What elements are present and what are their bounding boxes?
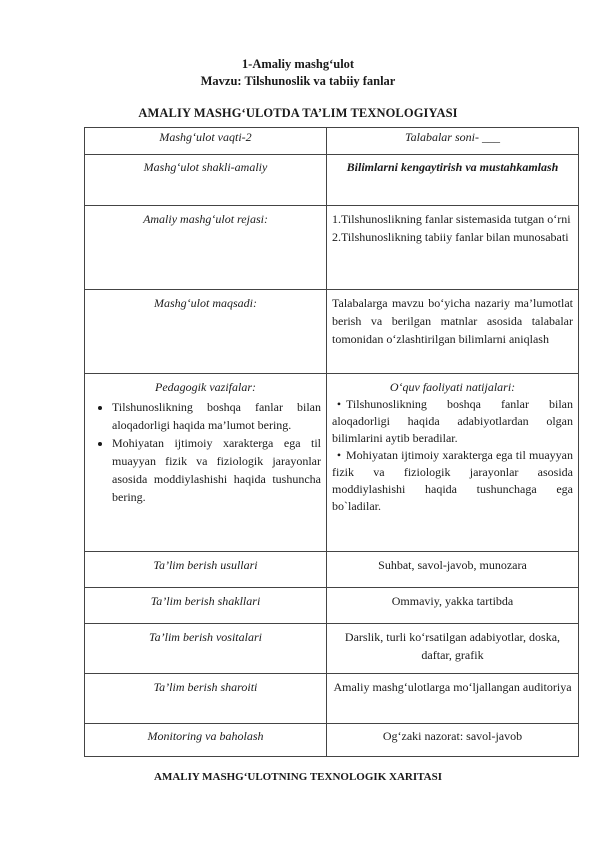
methods-label: Ta’lim berish usullari [85, 552, 327, 588]
goal-label: Mashg‘ulot maqsadi: [85, 290, 327, 374]
assessment-label: Monitoring va baholash [85, 724, 327, 757]
plan-item: 1.Tilshunoslikning fanlar sistemasida tutgan o‘rni [332, 212, 571, 226]
pedagogic-tasks-title: Pedagogik vazifalar: [155, 380, 256, 394]
list-item: • Tilshunoslikning boshqa fanlar bilan aloqadorligi haqida ma’lumot bering. [112, 398, 321, 434]
table-row [85, 155, 579, 206]
outcome-text: Mohiyatan ijtimoiy xarakterga ega til muayyan fizik va fiziologik jarayonlar asosida moddiylashishi haqida tushunchaga ega bo`ladilar. [332, 448, 573, 513]
conditions-value: Amaliy mashg‘ulotlarga mo‘ljallangan auditoriya [327, 674, 579, 724]
session-time-cell: Mashg‘ulot vaqti-2 [85, 128, 327, 155]
assessment-value: Og‘zaki nazorat: savol-javob [327, 724, 579, 757]
list-item: • Mohiyatan ijtimoiy xarakterga ega til muayyan fizik va fiziologik jarayonlar asosida moddiylashishi haqida tushuncha bering. [112, 434, 321, 506]
lesson-technology-table [84, 127, 579, 757]
forms-value: Ommaviy, yakka tartibda [327, 588, 579, 624]
learning-outcomes-cell [327, 374, 579, 552]
tools-value: Darslik, turli ko‘rsatilgan adabiyotlar, doska, daftar, grafik [327, 624, 579, 674]
bullet-icon: • [336, 448, 342, 462]
list-item [332, 447, 573, 515]
session-form-value: Bilimlarni kengaytirish va mustahkamlash [327, 155, 579, 206]
plan-item: 2.Tilshunoslikning tabiiy fanlar bilan munosabati [332, 230, 569, 244]
goal-value: Talabalarga mavzu bo‘yicha nazariy ma’lumotlat berish va berilgan matnlar asosida talabalar tomonidan o‘zlashtirilgan bilimlarni aniqlash [327, 290, 579, 374]
tools-label: Ta’lim berish vositalari [85, 624, 327, 674]
table-row [85, 290, 579, 374]
forms-label: Ta’lim berish shakllari [85, 588, 327, 624]
table-row [85, 374, 579, 552]
outcome-text: Tilshunoslikning boshqa fanlar bilan aloqadorligi haqida adabiyotlardan olgan bilimlarini aytib beradilar. [332, 397, 573, 445]
table-row [85, 724, 579, 757]
lesson-topic: Mavzu: Tilshunoslik va tabiiy fanlar [200, 74, 396, 88]
table-row [85, 552, 579, 588]
learning-outcomes-title: O‘quv faoliyati natijalari: [389, 380, 516, 394]
pedagogic-tasks-list [90, 398, 321, 506]
lesson-number: 1-Amaliy mashg‘ulot [241, 57, 355, 71]
bullet-icon: • [336, 397, 342, 411]
conditions-label: Ta’lim berish sharoiti [85, 674, 327, 724]
session-form-cell: Mashg‘ulot shakli-amaliy [85, 155, 327, 206]
table-row [85, 206, 579, 290]
table-row [85, 624, 579, 674]
methods-value: Suhbat, savol-javob, munozara [327, 552, 579, 588]
section-title: AMALIY MASHG‘ULOTDA TA’LIM TEXNOLOGIYASI [138, 106, 458, 120]
table-row [85, 588, 579, 624]
list-item [332, 396, 573, 447]
table-row [85, 674, 579, 724]
pedagogic-tasks-cell [85, 374, 327, 552]
plan-value [327, 206, 579, 290]
plan-label: Amaliy mashg‘ulot rejasi: [85, 206, 327, 290]
table-row [85, 128, 579, 155]
technology-map-title: AMALIY MASHG‘ULOTNING TEXNOLOGIK XARITASI [154, 771, 442, 783]
student-count-cell: Talabalar soni- ___ [327, 128, 579, 155]
